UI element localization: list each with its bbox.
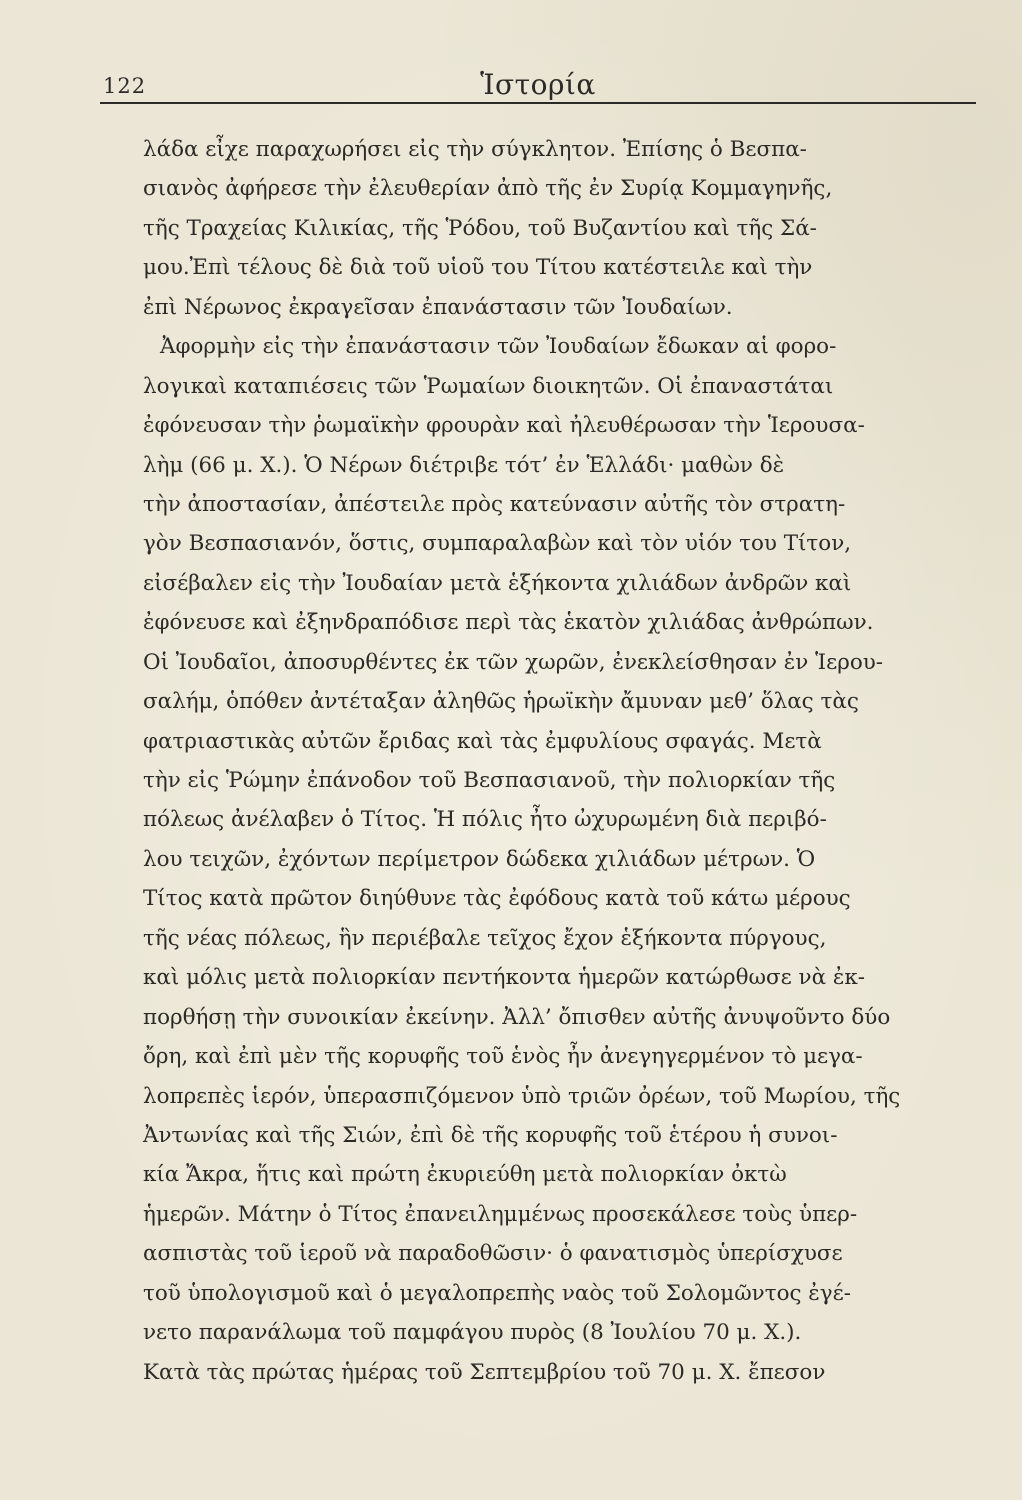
text-line: μου.Ἐπὶ τέλους δὲ διὰ τοῦ υἱοῦ του Τίτου κατέστειλε καὶ τὴν: [143, 255, 813, 281]
text-line: ἐφόνευσαν τὴν ῥωμαϊκὴν φρουρὰν καὶ ἠλευθέρωσαν τὴν Ἱερουσα-: [143, 413, 865, 439]
text-line: ὄρη, καὶ ἐπὶ μὲν τῆς κορυφῆς τοῦ ἑνὸς ἦν ἀνεγηγερμένον τὸ μεγα-: [143, 1044, 863, 1070]
text-line: λογικαὶ καταπιέσεις τῶν Ῥωμαίων διοικητῶν. Οἱ ἐπαναστάται: [143, 373, 834, 399]
page-number: 122: [103, 74, 147, 98]
text-line: τῆς Τραχείας Κιλικίας, τῆς Ῥόδου, τοῦ Βυζαντίου καὶ τῆς Σά-: [143, 215, 817, 241]
text-line: γὸν Βεσπασιανόν, ὅστις, συμπαραλαβὼν καὶ τὸν υἱόν του Τίτον,: [143, 531, 852, 557]
text-line: τοῦ ὑπολογισμοῦ καὶ ὁ μεγαλοπρεπὴς ναὸς τοῦ Σολομῶντος ἐγέ-: [143, 1280, 851, 1306]
text-line: ασπιστὰς τοῦ ἱεροῦ νὰ παραδοθῶσιν· ὁ φανατισμὸς ὑπερίσχυσε: [143, 1241, 843, 1267]
text-line: σιανὸς ἀφήρεσε τὴν ἐλευθερίαν ἀπὸ τῆς ἐν Συρίᾳ Κομμαγηνῆς,: [143, 176, 833, 202]
text-line: Ἀντωνίας καὶ τῆς Σιών, ἐπὶ δὲ τῆς κορυφῆς τοῦ ἑτέρου ἡ συνοι-: [143, 1122, 838, 1148]
text-line: πόλεως ἀνέλαβεν ὁ Τίτος. Ἡ πόλις ἦτο ὠχυρωμένη διὰ περιβό-: [143, 807, 827, 833]
text-line: λὴμ (66 μ. Χ.). Ὁ Νέρων διέτριβε τότ’ ἐν Ἑλλάδι· μαθὼν δὲ: [143, 452, 785, 478]
paragraph-start-line: Ἀφορμὴν εἰς τὴν ἐπανάστασιν τῶν Ἰουδαίων ἔδωκαν αἱ φορο-: [160, 334, 837, 360]
text-line: ἐπὶ Νέρωνος ἐκραγεῖσαν ἐπανάστασιν τῶν Ἰουδαίων.: [143, 294, 733, 320]
text-line: Κατὰ τὰς πρώτας ἡμέρας τοῦ Σεπτεμβρίου τοῦ 70 μ. Χ. ἔπεσον: [143, 1359, 826, 1385]
text-line: καὶ μόλις μετὰ πολιορκίαν πεντήκοντα ἡμερῶν κατώρθωσε νὰ ἐκ-: [143, 965, 866, 991]
text-line: τὴν εἰς Ῥώμην ἐπάνοδον τοῦ Βεσπασιανοῦ, τὴν πολιορκίαν τῆς: [143, 768, 836, 793]
body-text: [143, 130, 973, 1392]
text-line: Οἱ Ἰουδαῖοι, ἀποσυρθέντες ἐκ τῶν χωρῶν, ἐνεκλείσθησαν ἐν Ἱερου-: [143, 649, 884, 675]
text-line: ἐφόνευσε καὶ ἐξηνδραπόδισε περὶ τὰς ἑκατὸν χιλιάδας ἀνθρώπων.: [143, 610, 874, 636]
text-line: πορθήσῃ τὴν συνοικίαν ἐκείνην. Ἀλλ’ ὄπισθεν αὐτῆς ἀνυψοῦντο δύο: [143, 1004, 891, 1030]
text-line: τῆς νέας πόλεως, ἣν περιέβαλε τεῖχος ἔχον ἑξήκοντα πύργους,: [143, 925, 827, 951]
text-line: λοπρεπὲς ἱερόν, ὑπερασπιζόμενον ὑπὸ τριῶν ὀρέων, τοῦ Μωρίου, τῆς: [143, 1083, 901, 1109]
header-rule: [100, 102, 976, 104]
text-line: εἰσέβαλεν εἰς τὴν Ἰουδαίαν μετὰ ἑξήκοντα χιλιάδων ἀνδρῶν καὶ: [143, 570, 852, 596]
text-line: λάδα εἶχε παραχωρήσει εἰς τὴν σύγκλητον. Ἐπίσης ὁ Βεσπα-: [143, 137, 807, 162]
text-line: νετο παρανάλωμα τοῦ παμφάγου πυρὸς (8 Ἰουλίου 70 μ. Χ.).: [143, 1320, 802, 1346]
text-line: τὴν ἀποστασίαν, ἀπέστειλε πρὸς κατεύνασιν αὐτῆς τὸν στρατη-: [143, 491, 846, 517]
text-line: σαλήμ, ὁπόθεν ἀντέταξαν ἀληθῶς ἡρωϊκὴν ἄμυναν μεθ’ ὅλας τὰς: [143, 689, 859, 715]
page-header: [100, 64, 976, 104]
text-line: φατριαστικὰς αὐτῶν ἔριδας καὶ τὰς ἐμφυλίους σφαγάς. Μετὰ: [143, 728, 822, 754]
text-line: Τίτος κατὰ πρῶτον διηύθυνε τὰς ἐφόδους κατὰ τοῦ κάτω μέρους: [143, 886, 851, 912]
text-line: λου τειχῶν, ἐχόντων περίμετρον δώδεκα χιλιάδων μέτρων. Ὁ: [143, 846, 816, 872]
text-line: ἡμερῶν. Μάτην ὁ Τίτος ἐπανειλημμένως προσεκάλεσε τοὺς ὑπερ-: [143, 1201, 858, 1227]
running-title: Ἱστορία: [480, 68, 596, 101]
text-line: κία Ἄκρα, ἥτις καὶ πρώτη ἐκυριεύθη μετὰ πολιορκίαν ὀκτὼ: [143, 1162, 787, 1188]
